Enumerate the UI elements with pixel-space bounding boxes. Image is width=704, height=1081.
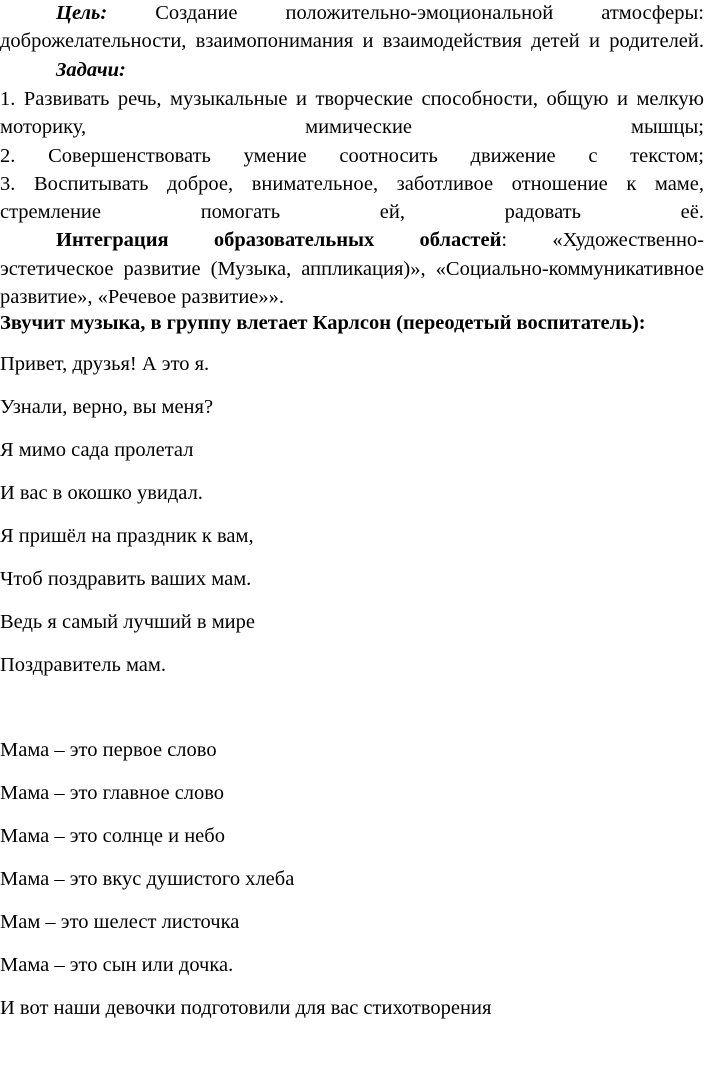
mama-poem-line: Мама – это главное слово: [0, 782, 225, 804]
integration-line-1: [0, 227, 704, 253]
poem-line: Я мимо сада пролетал: [0, 439, 194, 461]
task-line: моторику, мимические мышцы;: [0, 116, 704, 138]
integration-line-3: развитие», «Речевое развитие»».: [0, 286, 285, 308]
task-line: 2. Совершенствовать умение соотносить движение с текстом;: [0, 145, 704, 167]
mama-poem-line: Мама – это солнце и небо: [0, 825, 225, 847]
task-line: стремление помогать ей, радовать её.: [0, 201, 704, 223]
mama-poem-line: Мама – это вкус душистого хлеба: [0, 868, 295, 890]
poem-line: Я пришёл на праздник к вам,: [0, 525, 254, 547]
goal-line-2: доброжелательности, взаимопонимания и взаимодействия детей и родителей.: [0, 30, 704, 52]
integration-label: Интеграция образовательных областей: [56, 229, 502, 251]
integration-text: : «Художественно-: [501, 229, 704, 251]
poem-line: И вас в окошко увидал.: [0, 482, 203, 504]
goal-label: Цель:: [56, 2, 108, 24]
integration-line-2: эстетическое развитие (Музыка, аппликация)», «Социально-коммуникативное: [0, 258, 704, 280]
poem-line: Чтоб поздравить ваших мам.: [0, 568, 252, 590]
task-line: 1. Развивать речь, музыкальные и творческие способности, общую и мелкую: [0, 88, 704, 110]
stage-direction: Звучит музыка, в группу влетает Карлсон (переодетый воспитатель):: [0, 312, 646, 334]
poem-line: Поздравитель мам.: [0, 654, 167, 676]
closing-line: И вот наши девочки подготовили для вас стихотворения: [0, 997, 492, 1019]
task-line: 3. Воспитывать доброе, внимательное, заботливое отношение к маме,: [0, 173, 704, 195]
mama-poem-line: Мама – это первое слово: [0, 739, 217, 761]
poem-line: Привет, друзья! А это я.: [0, 353, 210, 375]
goal-text: Создание положительно-эмоциональной атмосферы:: [107, 2, 704, 24]
poem-line: Узнали, верно, вы меня?: [0, 396, 214, 418]
goal-line-1: [0, 0, 704, 26]
mama-poem-line: Мам – это шелест листочка: [0, 911, 240, 933]
tasks-heading: [0, 57, 704, 83]
tasks-label: Задачи:: [56, 59, 126, 81]
poem-line: Ведь я самый лучший в мире: [0, 611, 255, 633]
mama-poem-line: Мама – это сын или дочка.: [0, 954, 234, 976]
